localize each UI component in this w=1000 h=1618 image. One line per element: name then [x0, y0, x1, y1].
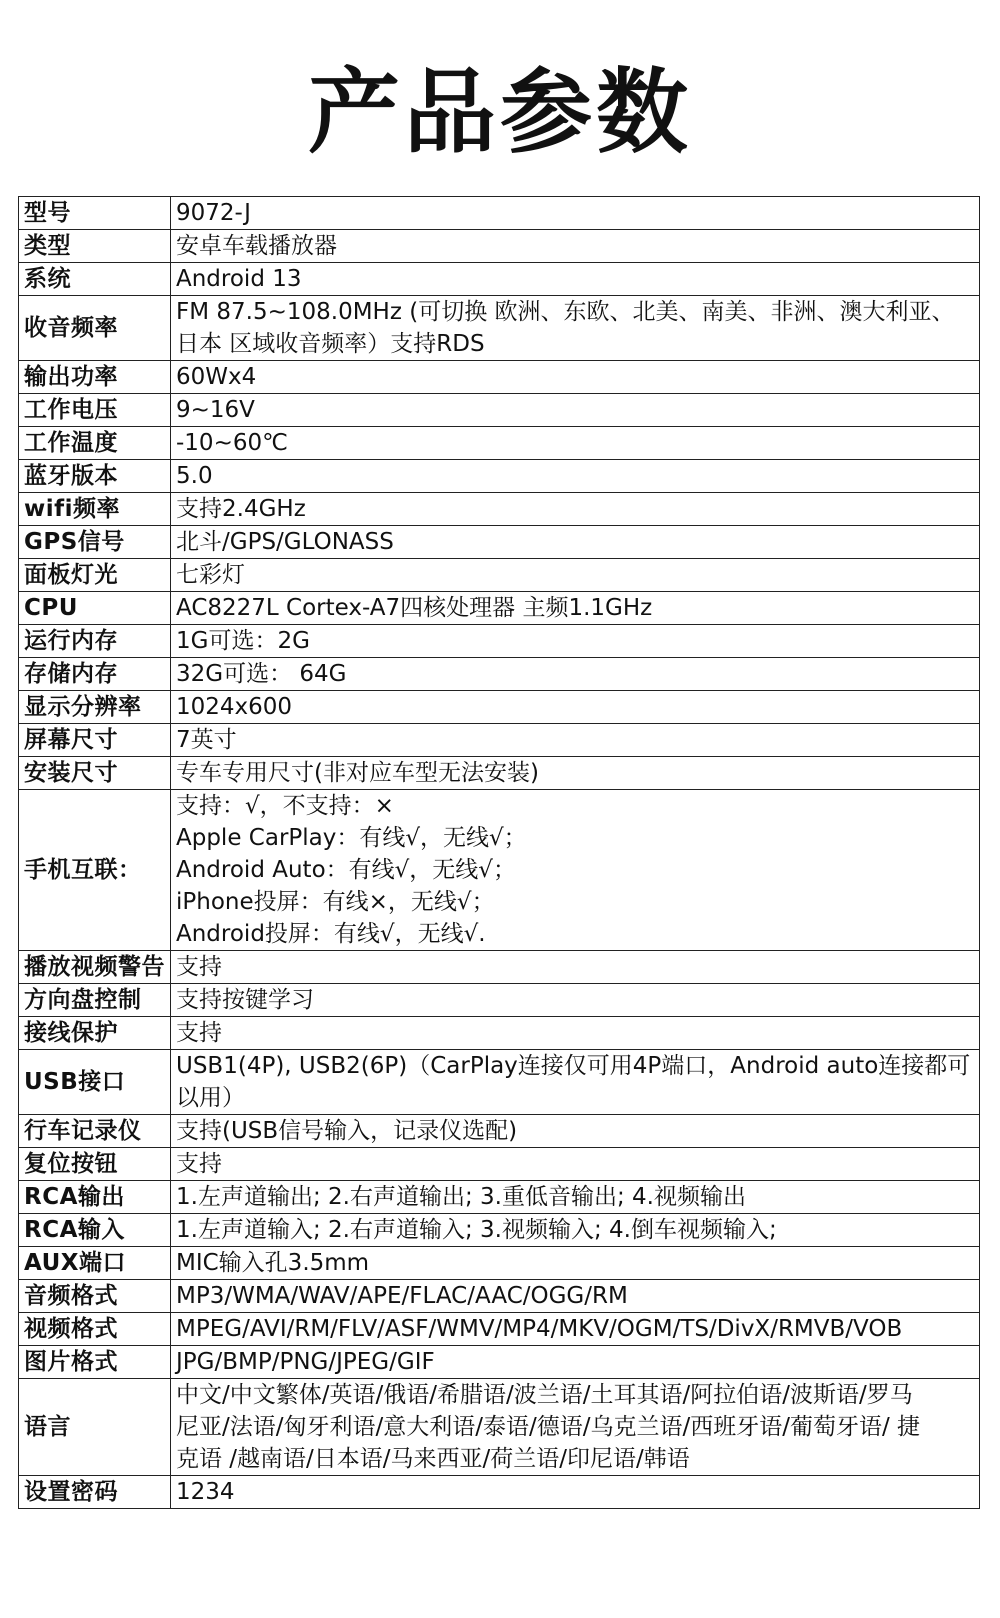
spec-value-line: 32G可选： 64G [176, 661, 347, 687]
spec-label: 存储内存 [19, 658, 171, 691]
spec-label: 语言 [19, 1379, 171, 1476]
spec-row [19, 1346, 980, 1379]
spec-label: 行车记录仪 [19, 1115, 171, 1148]
spec-value-line: 1G可选：2G [176, 628, 310, 654]
spec-label: 方向盘控制 [19, 984, 171, 1017]
spec-row [19, 296, 980, 361]
spec-label: 复位按钮 [19, 1148, 171, 1181]
spec-value [171, 625, 980, 658]
spec-row [19, 1115, 980, 1148]
spec-value [171, 1476, 980, 1509]
spec-label: CPU [19, 592, 171, 625]
spec-value [171, 1017, 980, 1050]
spec-row [19, 394, 980, 427]
spec-label: RCA输入 [19, 1214, 171, 1247]
spec-label: 收音频率 [19, 296, 171, 361]
spec-value-line: 中文/中文繁体/英语/俄语/希腊语/波兰语/土耳其语/阿拉伯语/波斯语/罗马 [176, 1382, 913, 1408]
spec-value [171, 790, 980, 951]
spec-row [19, 1313, 980, 1346]
spec-row [19, 592, 980, 625]
spec-row [19, 559, 980, 592]
spec-value-line: FM 87.5~108.0MHz (可切换 欧洲、东欧、北美、南美、非洲、澳大利亚、 [176, 299, 955, 325]
spec-row [19, 1050, 980, 1115]
spec-row [19, 460, 980, 493]
spec-row [19, 1476, 980, 1509]
spec-value-line: 1234 [176, 1479, 235, 1505]
spec-row [19, 1280, 980, 1313]
spec-value-line: Android Auto：有线√，无线√； [176, 857, 516, 883]
spec-label: 类型 [19, 230, 171, 263]
spec-value-line: MP3/WMA/WAV/APE/FLAC/AAC/OGG/RM [176, 1283, 628, 1309]
spec-row [19, 790, 980, 951]
spec-value [171, 197, 980, 230]
spec-label: RCA输出 [19, 1181, 171, 1214]
spec-value [171, 724, 980, 757]
spec-label: 运行内存 [19, 625, 171, 658]
spec-value [171, 296, 980, 361]
spec-row [19, 1181, 980, 1214]
spec-row [19, 263, 980, 296]
spec-value-line: USB1(4P), USB2(6P)（CarPlay连接仅可用4P端口，Android auto连接都可 [176, 1053, 971, 1079]
spec-value-line: MPEG/AVI/RM/FLV/ASF/WMV/MP4/MKV/OGM/TS/DivX/RMVB/VOB [176, 1316, 903, 1342]
spec-label: 面板灯光 [19, 559, 171, 592]
spec-value [171, 263, 980, 296]
spec-row [19, 230, 980, 263]
spec-label: 视频格式 [19, 1313, 171, 1346]
spec-value [171, 1181, 980, 1214]
spec-row [19, 1148, 980, 1181]
spec-label: 设置密码 [19, 1476, 171, 1509]
spec-value-line: 7英寸 [176, 727, 237, 753]
spec-value [171, 493, 980, 526]
spec-row [19, 493, 980, 526]
spec-row [19, 427, 980, 460]
spec-value-line: 支持(USB信号输入，记录仪选配) [176, 1118, 518, 1144]
spec-value-line: 安卓车载播放器 [176, 233, 337, 259]
spec-value-line: 9072-J [176, 200, 251, 226]
spec-value-line: 克语 /越南语/日本语/马来西亚/荷兰语/印尼语/韩语 [176, 1446, 690, 1472]
spec-value-line: 60Wx4 [176, 364, 257, 390]
spec-value-line: 支持2.4GHz [176, 496, 306, 522]
spec-table-body [19, 197, 980, 1509]
spec-value-line: -10~60℃ [176, 430, 288, 456]
spec-label: 播放视频警告 [19, 951, 171, 984]
spec-value [171, 1346, 980, 1379]
spec-row [19, 1379, 980, 1476]
spec-label: 输出功率 [19, 361, 171, 394]
spec-value-line: 1.左声道输入; 2.右声道输入; 3.视频输入; 4.倒车视频输入; [176, 1217, 777, 1243]
spec-value-line: Android 13 [176, 266, 302, 292]
spec-value [171, 1280, 980, 1313]
spec-label: AUX端口 [19, 1247, 171, 1280]
spec-label: 接线保护 [19, 1017, 171, 1050]
spec-value-line: 9~16V [176, 397, 255, 423]
spec-label: 手机互联： [19, 790, 171, 951]
spec-label: 型号 [19, 197, 171, 230]
spec-label: 蓝牙版本 [19, 460, 171, 493]
spec-row [19, 625, 980, 658]
spec-label: 显示分辨率 [19, 691, 171, 724]
spec-row [19, 757, 980, 790]
spec-value-line: 尼亚/法语/匈牙利语/意大利语/泰语/德语/乌克兰语/西班牙语/葡萄牙语/ 捷 [176, 1414, 921, 1440]
spec-value [171, 427, 980, 460]
spec-value [171, 1050, 980, 1115]
spec-value-line: 专车专用尺寸(非对应车型无法安装) [176, 760, 539, 786]
spec-label: GPS信号 [19, 526, 171, 559]
spec-value-line: 支持 [176, 1151, 222, 1177]
spec-value-line: 1.左声道输出; 2.右声道输出; 3.重低音输出; 4.视频输出 [176, 1184, 746, 1210]
spec-row [19, 984, 980, 1017]
spec-label: 屏幕尺寸 [19, 724, 171, 757]
spec-value-line: Apple CarPlay：有线√，无线√； [176, 825, 527, 851]
spec-value-line: 支持：√，不支持：× [176, 793, 394, 819]
spec-value [171, 658, 980, 691]
spec-value [171, 757, 980, 790]
spec-value-line: 支持 [176, 954, 222, 980]
spec-value-line: 日本 区域收音频率）支持RDS [176, 331, 485, 357]
spec-value [171, 984, 980, 1017]
spec-value [171, 1379, 980, 1476]
spec-value-line: 七彩灯 [176, 562, 245, 588]
spec-value [171, 230, 980, 263]
spec-value-line: iPhone投屏：有线×，无线√； [176, 889, 495, 915]
spec-value [171, 394, 980, 427]
spec-value-line: Android投屏：有线√，无线√. [176, 921, 486, 947]
spec-value [171, 951, 980, 984]
spec-value-line: 以用） [176, 1085, 245, 1111]
spec-value [171, 1214, 980, 1247]
spec-label: USB接口 [19, 1050, 171, 1115]
spec-value [171, 559, 980, 592]
spec-value [171, 1313, 980, 1346]
spec-value-line: 1024x600 [176, 694, 293, 720]
spec-value [171, 1148, 980, 1181]
spec-row [19, 526, 980, 559]
spec-row [19, 197, 980, 230]
spec-row [19, 1214, 980, 1247]
spec-table [18, 196, 980, 1509]
spec-value-line: AC8227L Cortex-A7四核处理器 主频1.1GHz [176, 595, 653, 621]
spec-row [19, 724, 980, 757]
spec-label: 工作电压 [19, 394, 171, 427]
spec-value [171, 1247, 980, 1280]
spec-label: 图片格式 [19, 1346, 171, 1379]
spec-label: 安装尺寸 [19, 757, 171, 790]
page-title: 产品参数 [307, 59, 692, 166]
spec-row [19, 658, 980, 691]
spec-value-line: 支持按键学习 [176, 987, 314, 1013]
spec-label: wifi频率 [19, 493, 171, 526]
spec-value-line: 北斗/GPS/GLONASS [176, 529, 394, 555]
spec-value-line: 支持 [176, 1020, 222, 1046]
spec-label: 系统 [19, 263, 171, 296]
spec-row [19, 691, 980, 724]
spec-row [19, 951, 980, 984]
spec-row [19, 1247, 980, 1280]
spec-label: 音频格式 [19, 1280, 171, 1313]
spec-value-line: MIC输入孔3.5mm [176, 1250, 370, 1276]
spec-value [171, 361, 980, 394]
spec-value-line: 5.0 [176, 463, 213, 489]
spec-value [171, 1115, 980, 1148]
spec-row [19, 1017, 980, 1050]
spec-label: 工作温度 [19, 427, 171, 460]
spec-row [19, 361, 980, 394]
spec-value-line: JPG/BMP/PNG/JPEG/GIF [176, 1349, 435, 1375]
spec-value [171, 526, 980, 559]
spec-value [171, 460, 980, 493]
spec-value [171, 592, 980, 625]
spec-value [171, 691, 980, 724]
